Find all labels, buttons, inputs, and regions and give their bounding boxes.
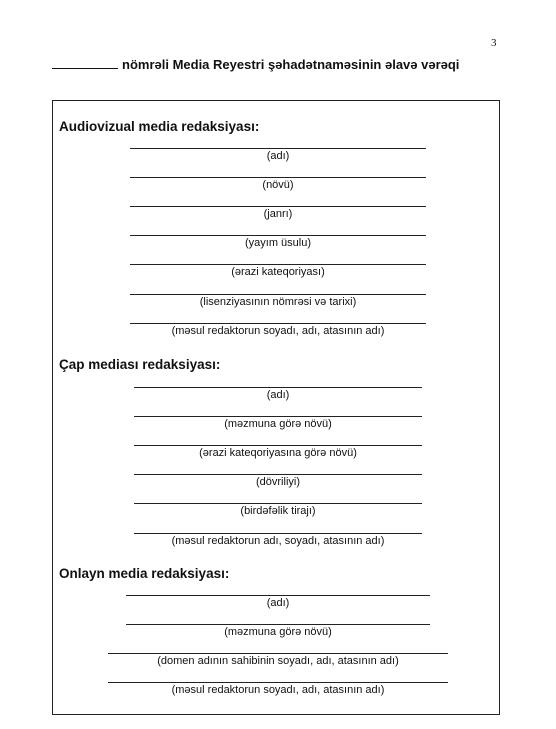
field-line bbox=[134, 474, 422, 475]
page-number: 3 bbox=[491, 37, 497, 49]
field-line bbox=[130, 294, 426, 295]
document-title bbox=[52, 57, 512, 72]
field-caption: (adı) bbox=[266, 389, 290, 401]
audiovisual-section-heading: Audiovizual media redaksiyası: bbox=[59, 119, 260, 134]
field-line bbox=[134, 503, 422, 504]
field-line bbox=[134, 416, 422, 417]
field-line bbox=[134, 445, 422, 446]
field-caption: (janrı) bbox=[263, 208, 293, 220]
field-caption: (ərazi kateqoriyası) bbox=[231, 266, 325, 278]
field-line bbox=[134, 387, 422, 388]
field-line bbox=[126, 595, 430, 596]
field-line bbox=[130, 323, 426, 324]
field-line bbox=[134, 533, 422, 534]
field-caption: (məzmuna görə növü) bbox=[224, 626, 332, 638]
field-caption: (məsul redaktorun soyadı, adı, atasının adı) bbox=[171, 684, 385, 696]
field-line bbox=[130, 206, 426, 207]
online-media-section-heading: Onlayn media redaksiyası: bbox=[59, 566, 230, 581]
field-line bbox=[130, 148, 426, 149]
field-line bbox=[108, 653, 448, 654]
field-caption: (məzmuna görə növü) bbox=[224, 418, 332, 430]
field-line bbox=[130, 177, 426, 178]
field-caption: (ərazi kateqoriyasına görə növü) bbox=[199, 447, 357, 459]
field-caption: (lisenziyasının nömrəsi və tarixi) bbox=[199, 296, 357, 308]
field-caption: (məsul redaktorun soyadı, adı, atasının adı) bbox=[171, 325, 385, 337]
field-line bbox=[108, 682, 448, 683]
field-caption: (dövriliyi) bbox=[256, 476, 300, 488]
field-line bbox=[126, 624, 430, 625]
field-caption: (domen adının sahibinin soyadı, adı, atasının adı) bbox=[157, 655, 399, 667]
field-caption: (məsul redaktorun adı, soyadı, atasının adı) bbox=[171, 535, 385, 547]
certificate-number-blank bbox=[52, 58, 118, 69]
field-caption: (birdəfəlik tirajı) bbox=[240, 505, 316, 517]
field-caption: (adı) bbox=[266, 150, 290, 162]
field-line bbox=[130, 235, 426, 236]
print-media-section-heading: Çap mediası redaksiyası: bbox=[59, 357, 221, 372]
field-caption: (növü) bbox=[262, 179, 294, 191]
document-title-text: nömrəli Media Reyestri şəhadətnaməsinin əlavə vərəqi bbox=[122, 57, 460, 72]
form-frame bbox=[52, 100, 500, 715]
field-caption: (adı) bbox=[266, 597, 290, 609]
field-line bbox=[130, 264, 426, 265]
field-caption: (yayım üsulu) bbox=[244, 237, 312, 249]
